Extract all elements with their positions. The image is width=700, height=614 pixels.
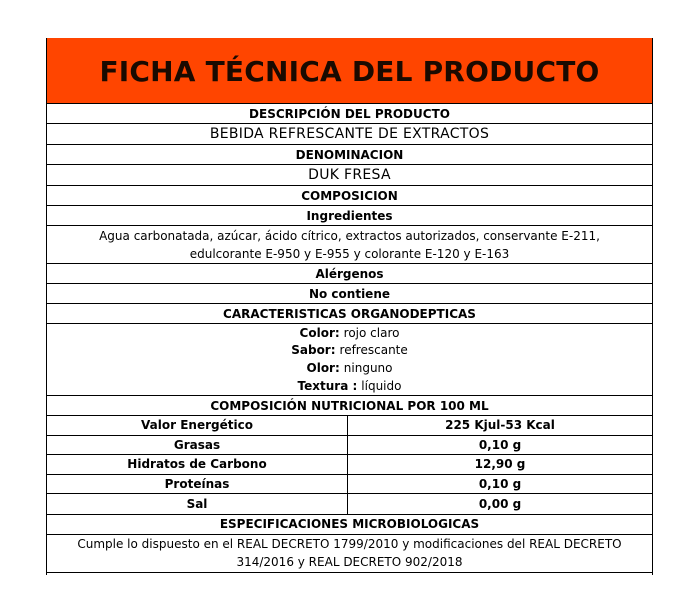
nutrient-value: 225 Kjul-53 Kcal xyxy=(445,418,555,433)
organoleptic-item xyxy=(47,323,652,341)
nutrient-value: 0,10 g xyxy=(478,437,522,452)
denomination-value-row xyxy=(47,164,652,185)
table-row xyxy=(47,455,652,475)
micro-line-1: Cumple lo dispuesto en el REAL DECRETO 1799/2010 y modificaciones del REAL DECRETO xyxy=(77,537,622,551)
ingredients-line-2: edulcorante E-950 y E-955 y colorante E-120 y E-163 xyxy=(189,246,510,261)
organoleptic-item xyxy=(47,377,652,395)
organoleptic-value: rojo claro xyxy=(343,325,400,340)
ingredients-label-row xyxy=(47,205,652,225)
header-banner xyxy=(47,38,652,103)
nutrition-table xyxy=(47,415,652,514)
nutrition-label-row xyxy=(47,395,652,415)
nutrient-name: Proteínas xyxy=(47,475,348,494)
organoleptic-key: Sabor: xyxy=(291,343,336,357)
ingredients-value-row xyxy=(47,225,652,263)
organoleptic-item xyxy=(47,359,652,377)
allergens-label-row xyxy=(47,263,652,283)
micro-line-2: 314/2016 y REAL DECRETO 902/2018 xyxy=(236,555,463,569)
organoleptic-label: CARACTERISTICAS ORGANODEPTICAS xyxy=(223,306,476,321)
organoleptic-value: refrescante xyxy=(339,343,408,357)
organoleptic-value: líquido xyxy=(361,379,402,393)
organoleptic-key: Textura : xyxy=(297,379,358,393)
micro-label-row xyxy=(47,514,652,534)
page-title: FICHA TÉCNICA DEL PRODUCTO xyxy=(99,54,600,88)
bottom-rule xyxy=(47,572,652,575)
description-label: DESCRIPCIÓN DEL PRODUCTO xyxy=(249,106,450,121)
table-row xyxy=(47,416,652,436)
nutrient-name: Hidratos de Carbono xyxy=(47,455,348,474)
organoleptic-value: ninguno xyxy=(343,361,393,375)
ingredients-label: Ingredientes xyxy=(306,208,393,223)
micro-label: ESPECIFICACIONES MICROBIOLOGICAS xyxy=(219,517,480,531)
nutrient-name: Valor Energético xyxy=(47,416,348,435)
composition-label-row xyxy=(47,185,652,205)
denomination-value: DUK FRESA xyxy=(308,167,391,183)
allergens-value-row xyxy=(47,283,652,303)
denomination-label: DENOMINACION xyxy=(295,147,404,162)
description-value-row xyxy=(47,123,652,144)
allergens-label: Alérgenos xyxy=(315,266,384,281)
nutrient-value: 0,00 g xyxy=(478,496,522,511)
table-row xyxy=(47,475,652,495)
ingredients-line-1: Agua carbonatada, azúcar, ácido cítrico, extractos autorizados, conservante E-211, xyxy=(99,228,600,243)
denomination-label-row xyxy=(47,144,652,164)
organoleptic-label-row xyxy=(47,303,652,323)
allergens-value: No contiene xyxy=(308,286,391,301)
organoleptic-item xyxy=(47,341,652,359)
product-spec-sheet xyxy=(46,38,653,575)
nutrient-name: Grasas xyxy=(47,436,348,455)
table-row xyxy=(47,494,652,514)
nutrient-value: 0,10 g xyxy=(478,476,522,491)
table-row xyxy=(47,436,652,456)
composition-label: COMPOSICION xyxy=(301,188,398,203)
micro-value-row xyxy=(47,534,652,572)
nutrient-value: 12,90 g xyxy=(474,457,526,472)
organoleptic-key: Color: xyxy=(299,325,340,340)
description-label-row xyxy=(47,103,652,123)
organoleptic-key: Olor: xyxy=(306,361,340,375)
description-value: BEBIDA REFRESCANTE DE EXTRACTOS xyxy=(209,126,490,142)
nutrient-name: Sal xyxy=(47,494,348,514)
nutrition-label: COMPOSICIÓN NUTRICIONAL POR 100 ML xyxy=(210,398,489,413)
